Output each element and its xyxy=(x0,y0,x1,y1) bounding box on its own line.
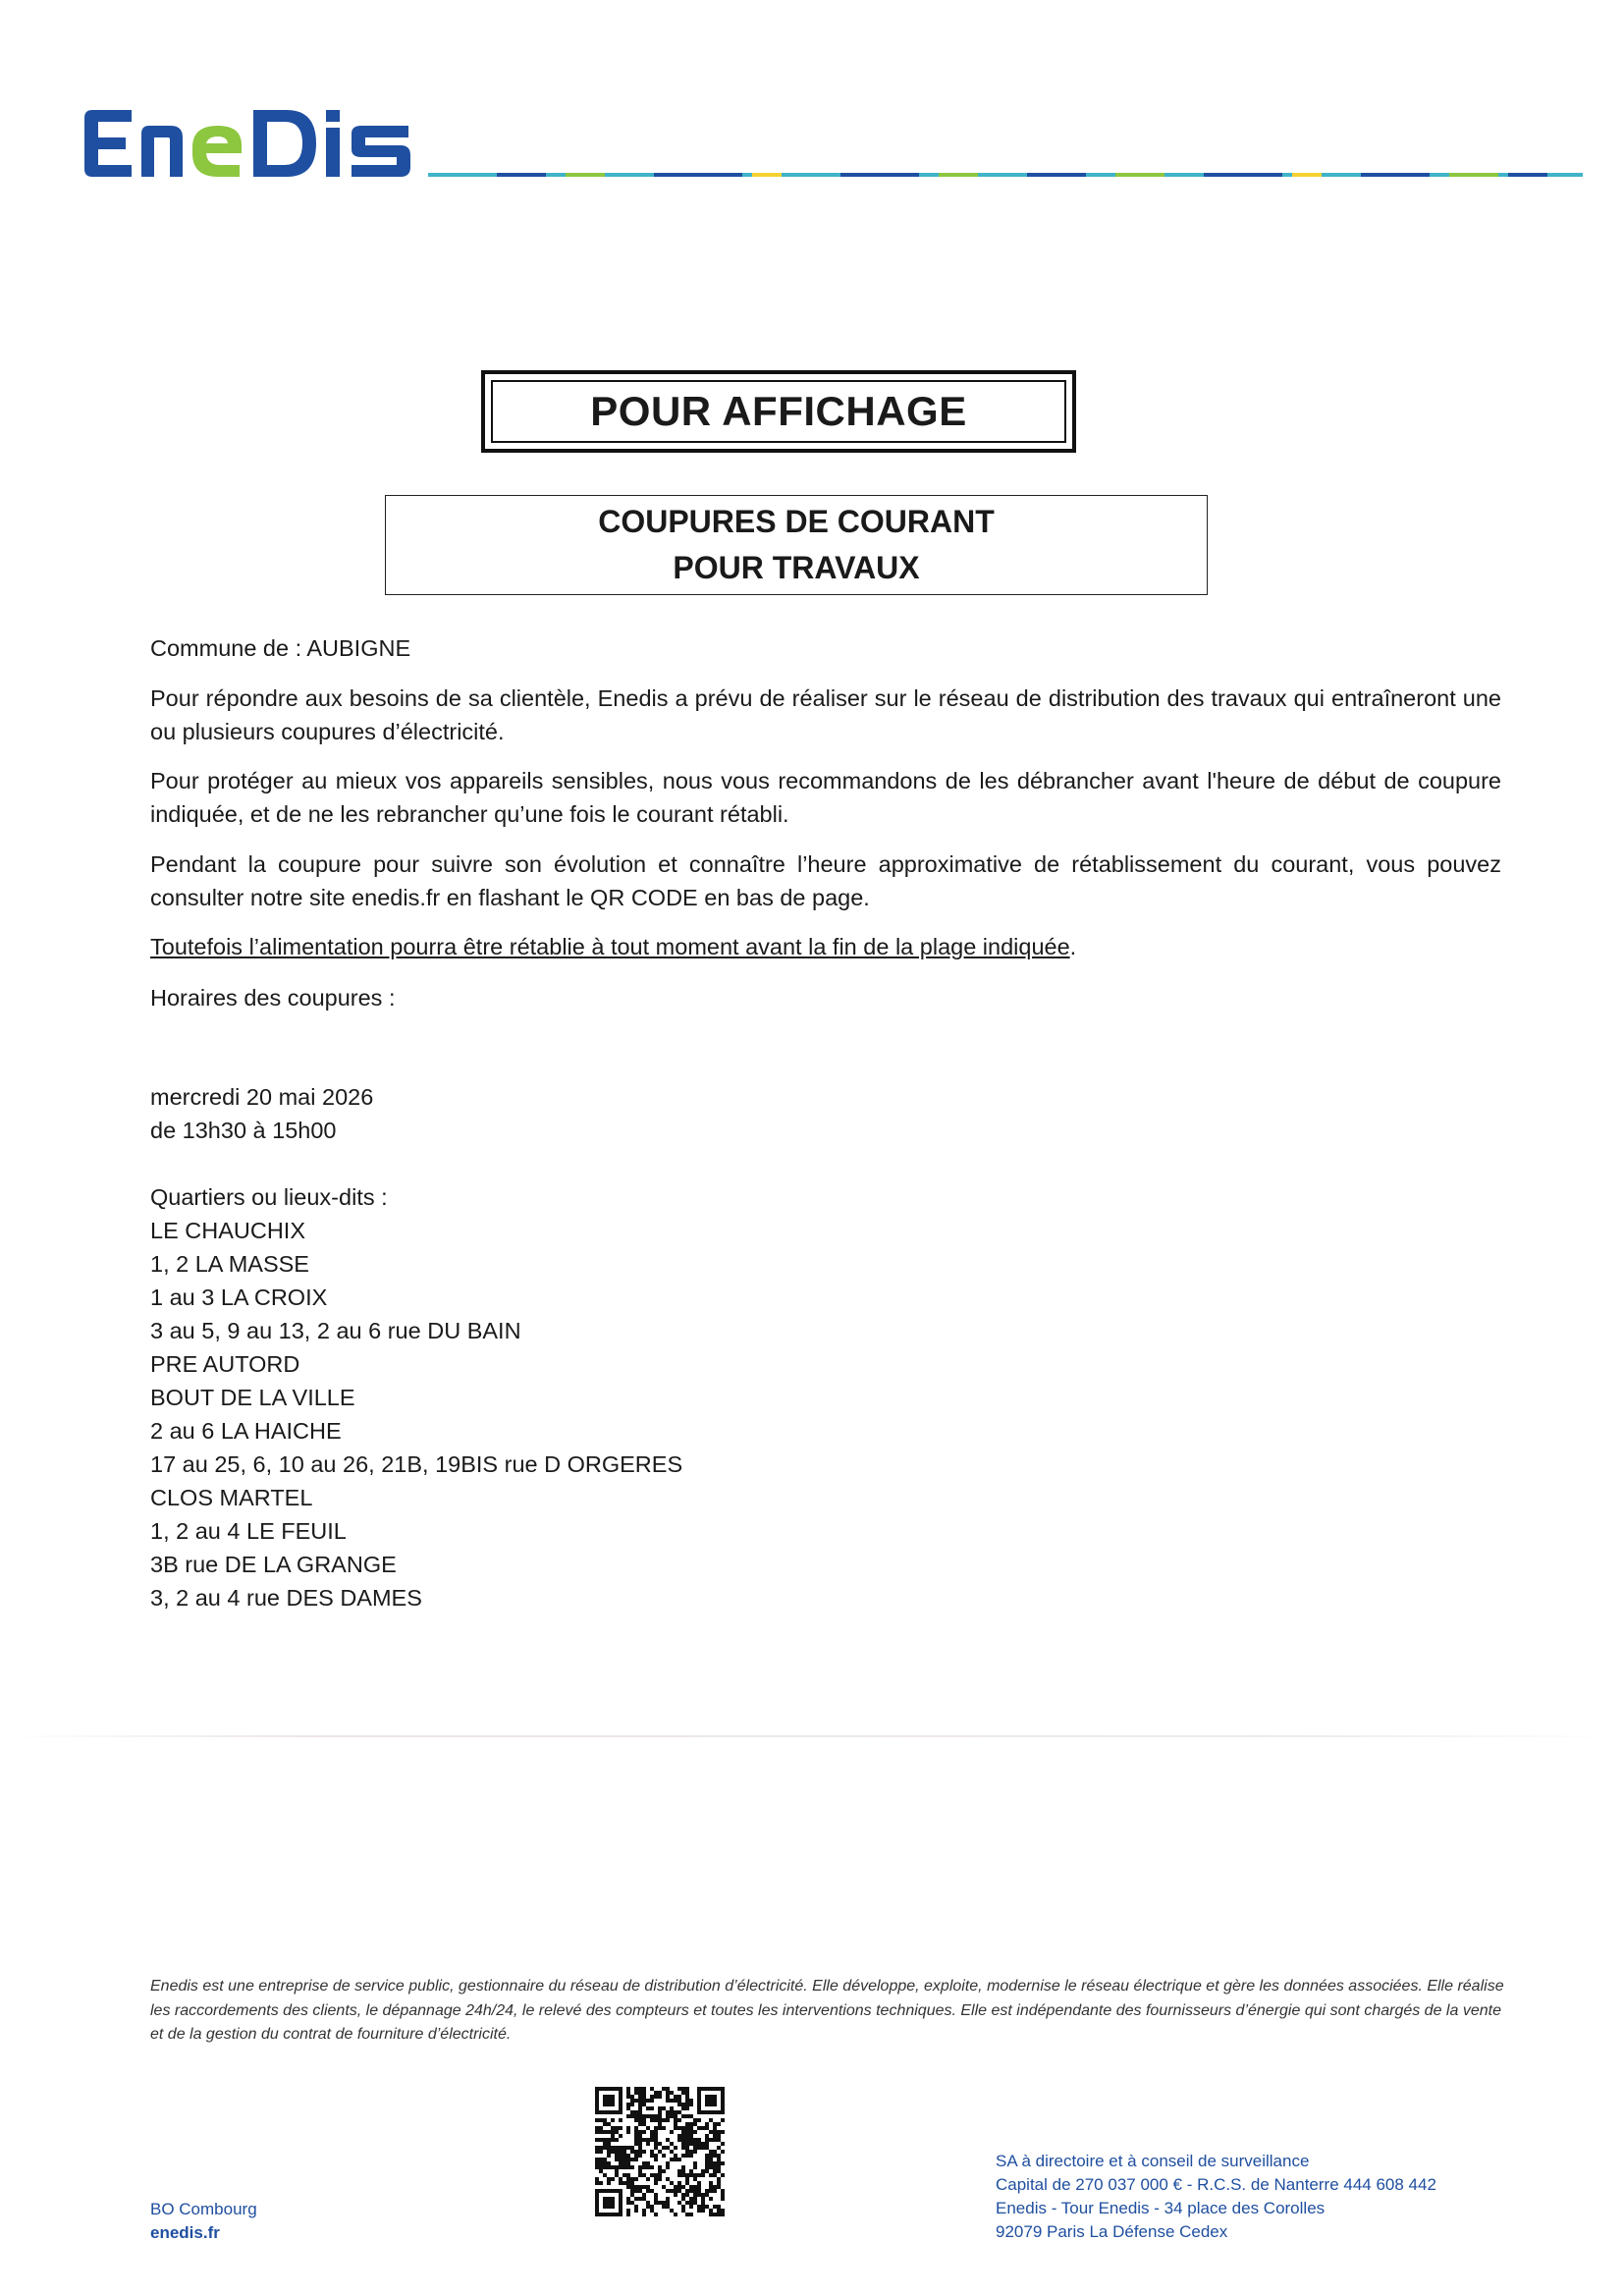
page-title: POUR AFFICHAGE xyxy=(491,380,1066,443)
schedule-block xyxy=(150,1080,1501,1147)
list-item: 2 au 6 LA HAICHE xyxy=(150,1418,342,1444)
header-divider xyxy=(428,173,1583,177)
paragraph-3: Pendant la coupure pour suivre son évolution et connaître l’heure approximative de rétablissement du courant, vous pouvez consulter notre site enedis.fr en flashant le QR CODE en bas de page. xyxy=(150,851,1501,910)
footer-office-block xyxy=(150,2198,257,2245)
schedule-date: mercredi 20 mai 2026 xyxy=(150,1084,374,1110)
horaires-label: Horaires des coupures : xyxy=(150,985,396,1011)
enedis-logo xyxy=(77,104,420,183)
list-item: 3B rue DE LA GRANGE xyxy=(150,1552,397,1577)
list-item: 1, 2 au 4 LE FEUIL xyxy=(150,1518,347,1544)
website-link[interactable]: enedis.fr xyxy=(150,2223,220,2242)
schedule-time: de 13h30 à 15h00 xyxy=(150,1118,337,1143)
legal-line: Capital de 270 037 000 € - R.C.S. de Nanterre 444 608 442 xyxy=(996,2175,1436,2194)
subtitle-box xyxy=(385,495,1208,595)
legal-line: 92079 Paris La Défense Cedex xyxy=(996,2222,1228,2241)
quartiers-label: Quartiers ou lieux-dits : xyxy=(150,1184,388,1210)
list-item: 3, 2 au 4 rue DES DAMES xyxy=(150,1585,422,1611)
list-item: 17 au 25, 6, 10 au 26, 21B, 19BIS rue D ORGERES xyxy=(150,1451,683,1477)
list-item: LE CHAUCHIX xyxy=(150,1218,306,1243)
footer-disclaimer: Enedis est une entreprise de service public, gestionnaire du réseau de distribution d’électricité. Elle développe, exploite, modernise le réseau électrique et gère les données associées. Elle réalise les raccordements des clients, le dépannage 24h/24, le relevé des compteurs et toutes les interventions techniques. Elle est indépendante des fournisseurs d’énergie qui sont chargés de la vente et de la gestion du contrat de fourniture d’électricité. xyxy=(150,1978,1504,2043)
legal-line: Enedis - Tour Enedis - 34 place des Corolles xyxy=(996,2199,1326,2217)
list-item: 1, 2 LA MASSE xyxy=(150,1251,309,1277)
list-item: BOUT DE LA VILLE xyxy=(150,1385,355,1410)
list-item: 3 au 5, 9 au 13, 2 au 6 rue DU BAIN xyxy=(150,1318,521,1343)
list-item: 1 au 3 LA CROIX xyxy=(150,1285,328,1310)
subtitle-line-1: COUPURES DE COURANT xyxy=(598,504,995,539)
quartiers-block xyxy=(150,1180,1501,1614)
notice-period: . xyxy=(1069,934,1077,959)
paragraph-2: Pour protéger au mieux vos appareils sensibles, nous vous recommandons de les débrancher avant l'heure de début de coupure indiquée, et de ne les rebrancher qu’une fois le courant rétabli. xyxy=(150,768,1501,827)
paragraph-1: Pour répondre aux besoins de sa clientèle, Enedis a prévu de réaliser sur le réseau de distribution des travaux qui entraîneront une ou plusieurs coupures d’électricité. xyxy=(150,685,1501,744)
qr-code-icon[interactable] xyxy=(595,2087,725,2216)
notice-text: Toutefois l’alimentation pourra être rétablie à tout moment avant la fin de la plage indiquée xyxy=(150,934,1070,959)
list-item: CLOS MARTEL xyxy=(150,1485,313,1510)
subtitle-line-2: POUR TRAVAUX xyxy=(673,550,920,585)
scan-artifact-line xyxy=(0,1735,1624,1737)
legal-line: SA à directoire et à conseil de surveillance xyxy=(996,2152,1310,2170)
notice-paragraph xyxy=(150,930,1501,963)
list-item: PRE AUTORD xyxy=(150,1351,300,1377)
legal-block xyxy=(996,2150,1436,2244)
commune-label: Commune de : AUBIGNE xyxy=(150,635,411,661)
title-box xyxy=(481,370,1076,453)
office-name: BO Combourg xyxy=(150,2200,257,2218)
